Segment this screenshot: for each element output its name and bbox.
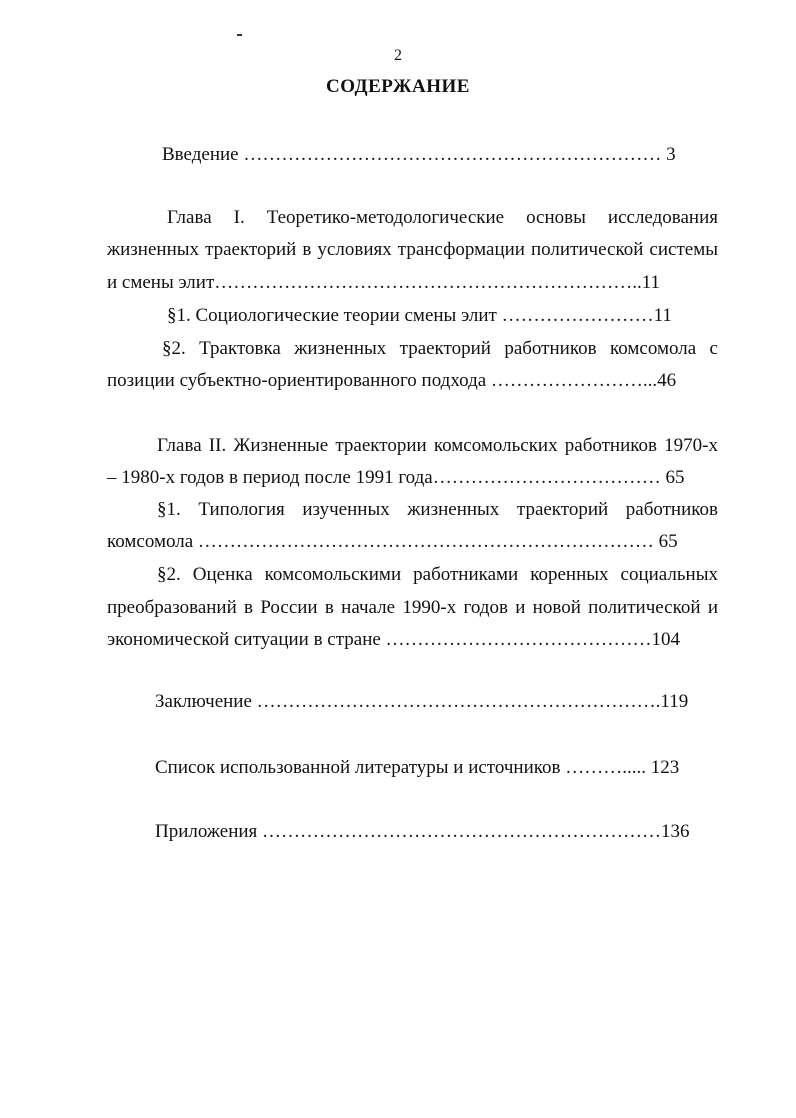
toc-entry-chapter-2-end: – 1980-х годов в период после 1991 года……………………………… 65	[107, 467, 685, 488]
page-number: 2	[394, 47, 402, 64]
toc-entry-chapter-1-section-1: §1. Социологические теории смены элит ……………………11	[167, 305, 672, 326]
page-title: СОДЕРЖАНИЕ	[326, 76, 470, 97]
toc-entry-chapter-2-section-2-end: экономической ситуации в стране ……………………………………104	[107, 629, 681, 650]
toc-entry-chapter-2-section-2: §2. Оценка комсомольскими работниками коренных социальных	[157, 564, 718, 585]
toc-entry-chapter-2-section-1-end: комсомола ……………………………………………………………… 65	[107, 531, 678, 552]
toc-entry-chapter-2: Глава II. Жизненные траектории комсомольских работников 1970-х	[157, 435, 718, 456]
toc-entry-references: Список использованной литературы и источников ………..... 123	[155, 757, 680, 778]
toc-entry-intro: Введение ………………………………………………………… 3	[162, 144, 676, 165]
toc-entry-appendix: Приложения ………………………………………………………136	[155, 821, 690, 842]
toc-entry-chapter-2-section-1: §1. Типология изученных жизненных траекторий работников	[157, 499, 718, 520]
toc-entry-conclusion: Заключение ……………………………………………………….119	[155, 691, 689, 712]
toc-entry-chapter-1: Глава I. Теоретико-методологические основы исследования	[167, 207, 718, 228]
toc-entry-chapter-2-section-2-cont: преобразований в России в начале 1990-х годов и новой политической и	[107, 597, 718, 618]
scan-mark	[237, 34, 242, 36]
toc-entry-chapter-1-end: и смены элит…………………………………………………………..11	[107, 272, 661, 293]
toc-entry-chapter-1-cont: жизненных траекторий в условиях трансформации политической системы	[107, 239, 718, 260]
toc-entry-chapter-1-section-2-end: позиции субъектно-ориентированного подхода ……………………...46	[107, 370, 677, 391]
toc-entry-chapter-1-section-2: §2. Трактовка жизненных траекторий работников комсомола с	[162, 338, 718, 359]
